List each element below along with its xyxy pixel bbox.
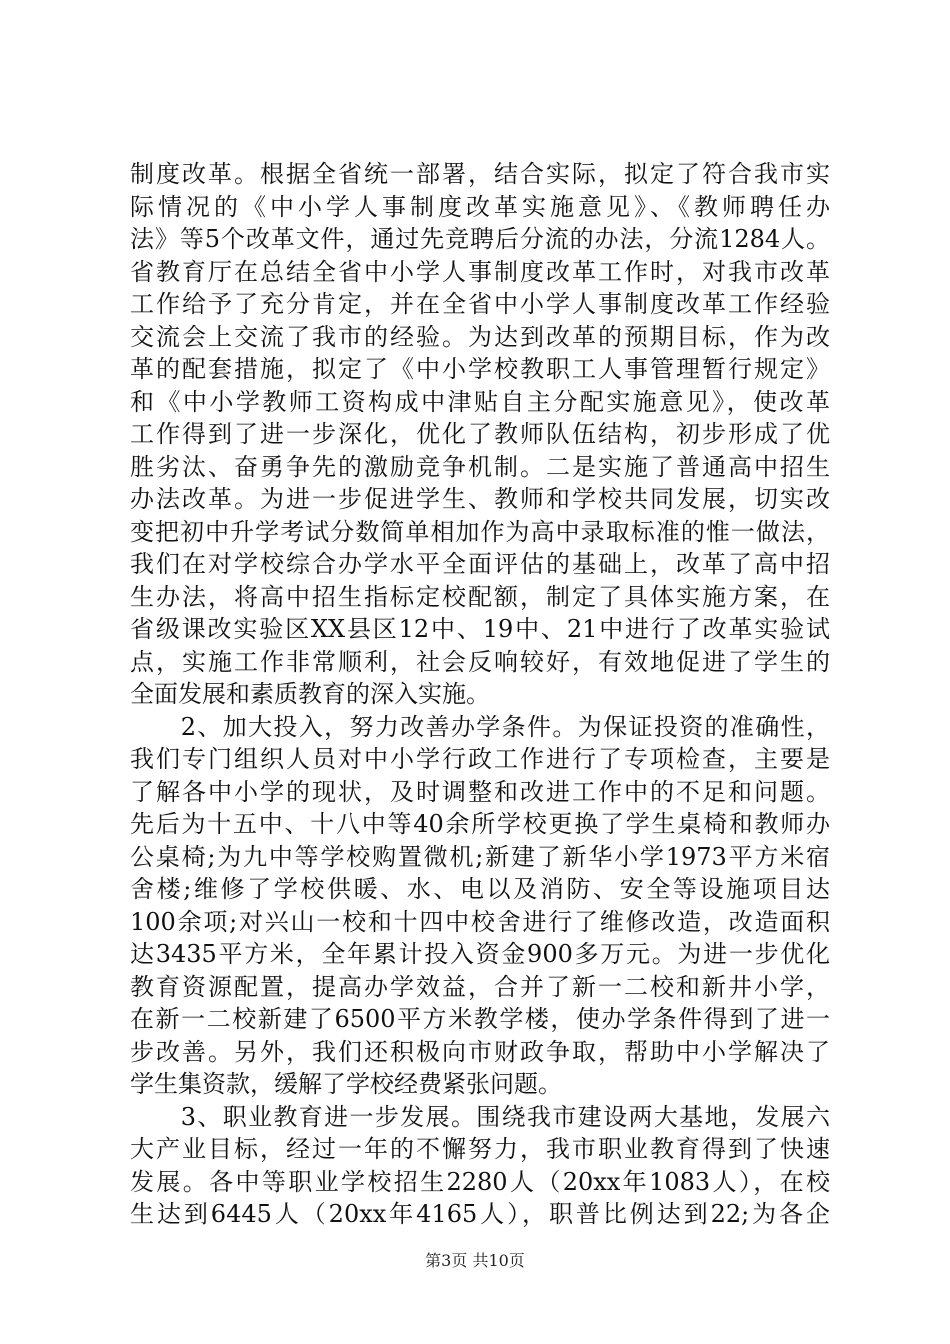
text-line: 教育资源配置，提高办学效益，合并了新一二校和新井小学， xyxy=(130,972,830,1001)
paragraph xyxy=(130,158,830,711)
text-line: 制度改革。根据全省统一部署，结合实际，拟定了符合我市实 xyxy=(130,160,830,188)
text-line: 发展。各中等职业学校招生2280人（20xx年1083人），在校 xyxy=(130,1167,830,1196)
text-line: 大产业目标，经过一年的不懈努力，我市职业教育得到了快速 xyxy=(130,1135,830,1163)
text-line: 点，实施工作非常顺利，社会反响较好，有效地促进了学生的 xyxy=(130,647,830,676)
text-line: 全面发展和素质教育的深入实施。 xyxy=(130,680,490,708)
text-line: 变把初中升学考试分数简单相加作为高中录取标准的惟一做法， xyxy=(130,517,830,546)
text-line: 100余项;对兴山一校和十四中校舍进行了维修改造，改造面积 xyxy=(130,907,830,936)
text-line: 了解各中小学的现状，及时调整和改进工作中的不足和问题。 xyxy=(130,777,830,806)
text-line: 生达到6445人（20xx年4165人），职普比例达到22;为各企 xyxy=(130,1200,830,1228)
text-line: 和《中小学教师工资构成中津贴自主分配实施意见》，使改革 xyxy=(130,387,830,416)
text-line: 胜劣汰、奋勇争先的激励竞争机制。二是实施了普通高中招生 xyxy=(130,452,830,481)
text-line: 在新一二校新建了6500平方米教学楼，使办学条件得到了进一 xyxy=(130,1005,830,1033)
text-line: 革的配套措施，拟定了《中小学校教职工人事管理暂行规定》 xyxy=(130,355,830,383)
paragraph xyxy=(130,711,830,1101)
text-line: 办法改革。为进一步促进学生、教师和学校共同发展，切实改 xyxy=(130,485,830,513)
text-line: 我们专门组织人员对中小学行政工作进行了专项检查，主要是 xyxy=(130,745,830,773)
text-line: 工作得到了进一步深化，优化了教师队伍结构，初步形成了优 xyxy=(130,420,830,448)
text-line: 学生集资款，缓解了学校经费紧张问题。 xyxy=(130,1070,562,1098)
document-body xyxy=(130,158,830,1231)
paragraph xyxy=(130,1101,830,1231)
text-line: 省教育厅在总结全省中小学人事制度改革工作时，对我市改革 xyxy=(130,257,830,286)
text-line: 工作给予了充分肯定，并在全省中小学人事制度改革工作经验 xyxy=(130,290,830,318)
text-line: 我们在对学校综合办学水平全面评估的基础上，改革了高中招 xyxy=(130,550,830,578)
text-line: 达3435平方米，全年累计投入资金900多万元。为进一步优化 xyxy=(130,940,830,968)
text-line: 生办法，将高中招生指标定校配额，制定了具体实施方案，在 xyxy=(130,582,830,611)
page-footer: 第3页 共10页 xyxy=(425,1251,525,1270)
text-line: 公桌椅;为九中等学校购置微机;新建了新华小学1973平方米宿 xyxy=(130,842,830,871)
text-line: 舍楼;维修了学校供暖、水、电以及消防、安全等设施项目达 xyxy=(130,875,830,903)
text-line: 2、加大投入，努力改善办学条件。为保证投资的准确性， xyxy=(130,712,830,741)
text-line: 法》等5个改革文件，通过先竞聘后分流的办法，分流1284人。 xyxy=(130,225,830,253)
text-line: 步改善。另外，我们还积极向市财政争取，帮助中小学解决了 xyxy=(130,1037,830,1066)
text-line: 3、职业教育进一步发展。围绕我市建设两大基地，发展六 xyxy=(130,1102,830,1131)
text-line: 省级课改实验区XX县区12中、19中、21中进行了改革实验试 xyxy=(130,615,830,643)
text-line: 先后为十五中、十八中等40余所学校更换了学生桌椅和教师办 xyxy=(130,810,830,838)
text-line: 际情况的《中小学人事制度改革实施意见》、《教师聘任办 xyxy=(130,192,830,221)
text-line: 交流会上交流了我市的经验。为达到改革的预期目标，作为改 xyxy=(130,322,830,351)
